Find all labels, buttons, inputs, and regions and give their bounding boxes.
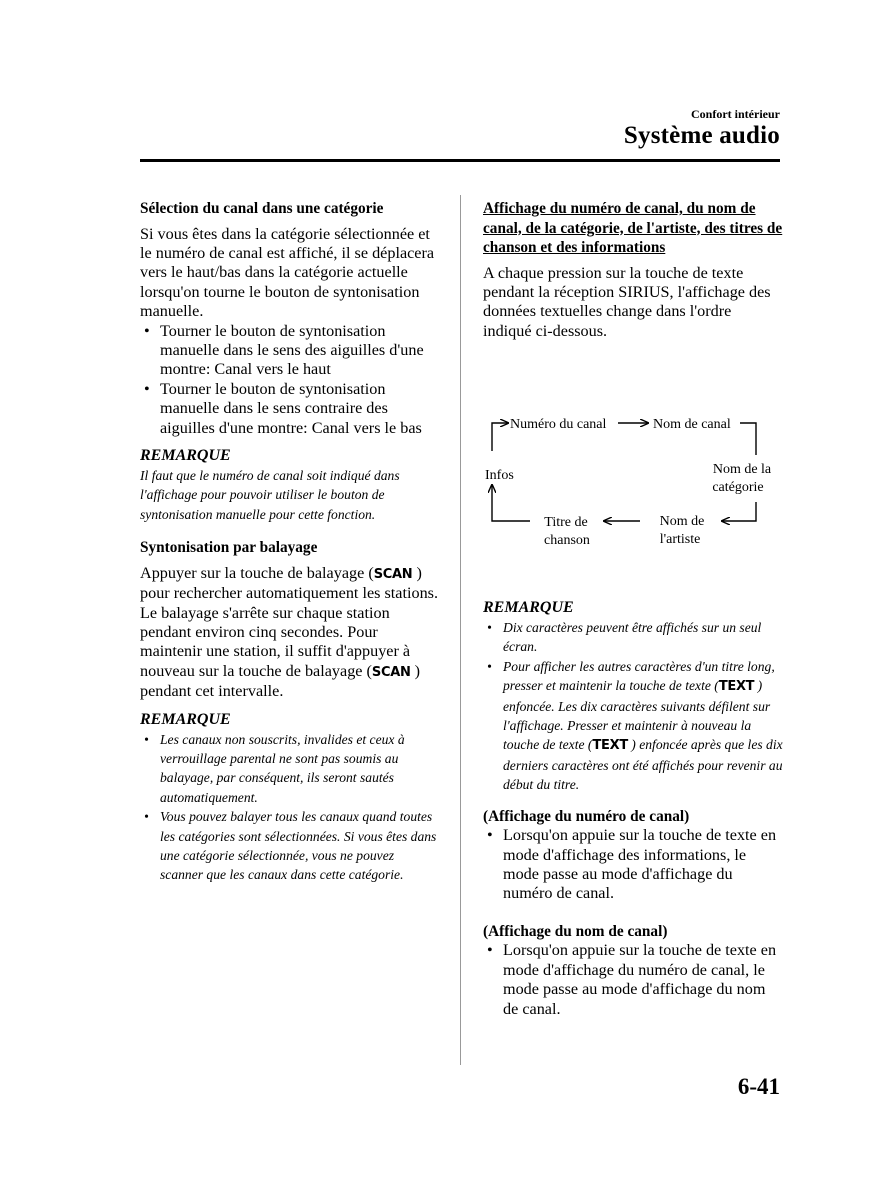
paragraph-display-cycle: A chaque pression sur la touche de texte pendant la réception SIRIUS, l'affichage des données textuelles change dans l'ordre indiqué ci-dessous. [483, 263, 771, 340]
note-item: • Dix caractères peuvent être affichés sur un seul écran. [483, 618, 783, 657]
text-key-label: TEXT [592, 738, 628, 754]
section-label: Confort intérieur [691, 107, 780, 121]
left-column [140, 197, 440, 885]
paragraph-scan-tuning [140, 564, 440, 702]
diagram-label-category: Nom de la [712, 462, 772, 477]
page-title: Système audio [623, 122, 780, 149]
text-fragment: ) enfoncée. Les dix caractères suivants défilent sur l'affichage. Presser et maintenir à nouveau la touche de texte ( [503, 678, 771, 753]
diagram-label-song: chanson [544, 533, 590, 548]
text-fragment: Appuyer sur la touche de balayage ( [140, 563, 374, 582]
note-item [483, 657, 783, 795]
heading-channel-in-category: Sélection du canal dans une catégorie [140, 200, 384, 217]
list-item: • Tourner le bouton de syntonisation manuelle dans le sens contraire des aiguilles d'une montre: Canal vers le bas [140, 380, 440, 438]
diagram-label-info: Infos [485, 468, 514, 483]
text-fragment: ) enfoncée après que les dix derniers caractères ont été affichés pour revenir au début du titre. [503, 737, 783, 793]
paragraph-channel-in-category: Si vous êtes dans la catégorie sélectionnée et le numéro de canal est affiché, il se déplacera vers le haut/bas dans la catégorie actuelle lorsqu'on tourne le bouton de syntonisation manuelle. [140, 224, 435, 321]
list-item: • Tourner le bouton de syntonisation manuelle dans le sens des aiguilles d'une montre: Canal vers le haut [140, 322, 440, 380]
diagram-label-artist: l'artiste [659, 532, 701, 547]
arrow-category-to-artist [722, 502, 756, 521]
scan-key-label: SCAN [371, 664, 411, 680]
diagram-label-channel-name: Nom de canal [653, 417, 731, 432]
bullet-list-channel-name [483, 941, 783, 1019]
heading-scan-tuning: Syntonisation par balayage [140, 539, 318, 557]
note-title: REMARQUE [483, 599, 574, 616]
arrow-song-to-info [492, 485, 530, 521]
note-text: Il faut que le numéro de canal soit indiqué dans l'affichage pour pouvoir utiliser le bouton de syntonisation manuelle pour cette fonction. [140, 467, 400, 522]
note-item: • Vous pouvez balayer tous les canaux quand toutes les catégories sont sélectionnées. Si vous êtes dans une catégorie sélectionnée, vous ne pouvez scanner que les canaux dans cette catégorie. [140, 807, 440, 885]
note-block-3 [483, 598, 783, 795]
list-item: • Lorsqu'on appuie sur la touche de texte en mode d'affichage du numéro de canal, le mode passe au mode d'affichage du nom de canal. [483, 941, 783, 1019]
display-cycle-diagram [478, 405, 778, 555]
note-list [140, 730, 440, 885]
diagram-label-song: Titre de [544, 515, 588, 530]
heading-channel-name-display: (Affichage du nom de canal) [483, 922, 668, 940]
diagram-label-category: catégorie [712, 480, 764, 495]
heading-display-cycle: Affichage du numéro de canal, du nom de canal, de la catégorie, de l'artiste, des titres de chanson et des informations [483, 200, 783, 256]
note-title: REMARQUE [140, 446, 231, 464]
scan-key-label: SCAN [373, 566, 413, 582]
diagram-label-artist: Nom de [659, 514, 705, 529]
page-number: 6-41 [737, 1074, 780, 1099]
note-block-2 [140, 710, 440, 885]
header-rule [140, 159, 780, 162]
column-divider [460, 195, 461, 1065]
text-fragment: ) pour rechercher automatiquement les stations. Le balayage s'arrête sur chaque station pendant environ cinq secondes. Pour maintenir une station, il suffit d'appuyer à nouveau sur la touche de balayage ( [140, 563, 439, 680]
note-block-1 [140, 446, 440, 524]
note-list [483, 618, 783, 795]
text-fragment: ) pendant cet intervalle. [140, 661, 421, 701]
bullet-list-channel-number [483, 826, 783, 904]
arrow-channel-name-to-category [740, 423, 756, 455]
right-column-lower [483, 598, 783, 1019]
right-column [483, 197, 783, 341]
diagram-label-channel-number: Numéro du canal [510, 417, 607, 432]
list-item: • Lorsqu'on appuie sur la touche de texte en mode d'affichage des informations, le mode passe au mode d'affichage du numéro de canal. [483, 826, 783, 904]
arrow-info-to-channel-number [492, 423, 508, 451]
heading-channel-number-display: (Affichage du numéro de canal) [483, 807, 690, 825]
text-fragment: Pour afficher les autres caractères d'un titre long, presser et maintenir la touche de texte ( [503, 658, 775, 694]
text-key-label: TEXT [718, 679, 755, 695]
bullet-list-tuning [140, 322, 440, 438]
note-item: • Les canaux non souscrits, invalides et ceux à verrouillage parental ne sont pas soumis au balayage, par conséquent, ils seront sautés automatiquement. [140, 730, 440, 808]
note-title: REMARQUE [140, 710, 231, 728]
